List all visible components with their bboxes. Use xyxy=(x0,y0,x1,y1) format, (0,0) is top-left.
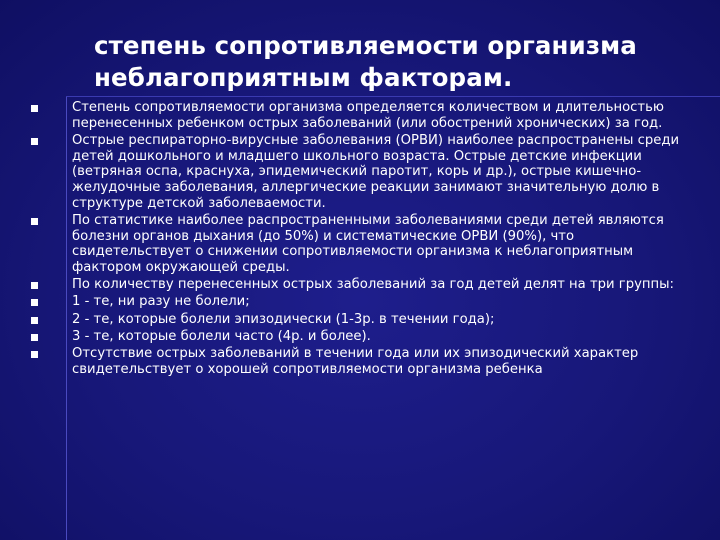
square-bullet-icon xyxy=(31,351,38,358)
list-item xyxy=(0,329,688,345)
list-item-text: По количеству перенесенных острых заболеваний за год детей делят на три группы: xyxy=(72,277,674,293)
list-item-text: Отсутствие острых заболеваний в течении года или их эпизодический характер свидетельствует о хорошей сопротивляемости организма ребенка xyxy=(72,346,639,377)
square-bullet-icon xyxy=(31,282,38,289)
square-bullet-icon xyxy=(31,334,38,341)
list-item xyxy=(0,277,688,293)
square-bullet-icon xyxy=(31,299,38,306)
horizontal-divider xyxy=(66,96,720,97)
list-item-text: 1 - те, ни разу не болели; xyxy=(72,294,250,310)
list-item-text: 2 - те, которые болели эпизодически (1-3р. в течении года); xyxy=(72,311,495,327)
list-item-text: 3 - те, которые болели часто (4р. и более). xyxy=(72,328,371,344)
square-bullet-icon xyxy=(31,105,38,112)
list-item-text: Острые респираторно-вирусные заболевания (ОРВИ) наиболее распространены среди детей дошкольного и младшего школьного возраста. Острые детские инфекции (ветряная оспа, краснуха, эпидемический паротит, корь и др.), острые кишечно-желудочные заболевания, аллергические реакции занимают значительную долю в структуре детской заболеваемости. xyxy=(72,132,680,211)
square-bullet-icon xyxy=(31,138,38,145)
list-item xyxy=(0,100,688,131)
list-item xyxy=(0,346,688,377)
bullet-list xyxy=(0,100,720,379)
list-item xyxy=(0,294,688,310)
title-line-1: степень сопротивляемости организма xyxy=(94,31,637,60)
slide-title xyxy=(94,30,694,94)
list-item xyxy=(0,133,688,212)
square-bullet-icon xyxy=(31,218,38,225)
list-item xyxy=(0,312,688,328)
square-bullet-icon xyxy=(31,317,38,324)
title-line-2: неблагоприятным факторам. xyxy=(94,63,513,92)
list-item-text: Степень сопротивляемости организма определяется количеством и длительностью перенесенных ребенком острых заболеваний (или обострений хронических) за год. xyxy=(72,100,664,131)
list-item-text: По статистике наиболее распространенными заболеваниями среди детей являются болезни органов дыхания (до 50%) и систематические ОРВИ (90%), что свидетельствует о снижении сопротивляемости организма к неблагоприятным фактором окружающей среды. xyxy=(72,212,664,276)
list-item xyxy=(0,213,688,276)
